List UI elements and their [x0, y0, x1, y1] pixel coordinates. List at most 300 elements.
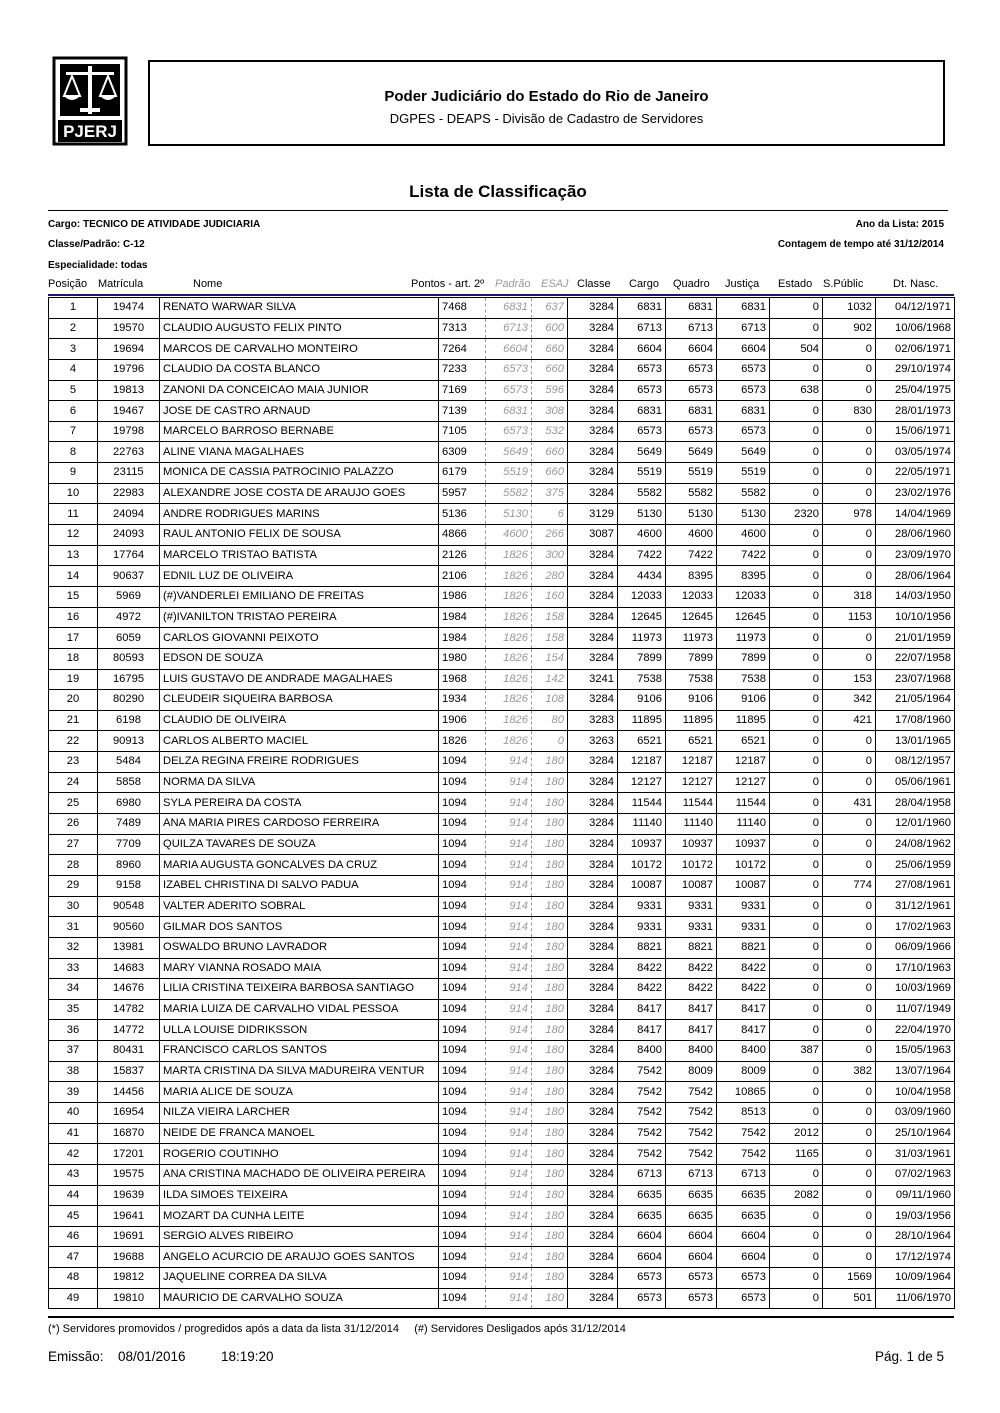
cell-dtnasc: 28/04/1958: [876, 793, 955, 814]
cell-matricula: 5858: [98, 772, 160, 793]
cell-quadro: 7542: [666, 1123, 717, 1144]
cell-classe: 3284: [568, 1061, 618, 1082]
cell-cargo: 9106: [618, 690, 666, 711]
cell-posicao: 14: [49, 566, 98, 587]
cell-justica: 8395: [717, 566, 770, 587]
cell-classe: 3284: [568, 937, 618, 958]
cell-matricula: 14676: [98, 979, 160, 1000]
cell-cargo: 11544: [618, 793, 666, 814]
cell-justica: 7538: [717, 669, 770, 690]
cell-esaj: 180: [532, 1288, 568, 1309]
cell-esaj: 660: [532, 442, 568, 463]
cell-posicao: 49: [49, 1288, 98, 1309]
cell-posicao: 16: [49, 607, 98, 628]
cell-matricula: 19570: [98, 318, 160, 339]
cell-nome: ANA CRISTINA MACHADO DE OLIVEIRA PEREIRA: [160, 1164, 439, 1185]
cell-esaj: 637: [532, 298, 568, 319]
table-row: [49, 401, 955, 422]
meta-ano: Ano da Lista: 2015: [855, 219, 944, 230]
cell-dtnasc: 22/07/1958: [876, 648, 955, 669]
cell-padrao: 1826: [486, 710, 532, 731]
cell-esaj: 300: [532, 545, 568, 566]
cell-esaj: 180: [532, 917, 568, 938]
cell-cargo: 6604: [618, 339, 666, 360]
cell-nome: ANA MARIA PIRES CARDOSO FERREIRA: [160, 814, 439, 835]
cell-estado: 0: [770, 1247, 823, 1268]
cell-dtnasc: 08/12/1957: [876, 752, 955, 773]
cell-spublic: 0: [823, 1020, 876, 1041]
cell-posicao: 9: [49, 463, 98, 484]
cell-justica: 8417: [717, 1020, 770, 1041]
cell-pontos: 6179: [439, 463, 486, 484]
cell-cargo: 6521: [618, 731, 666, 752]
cell-posicao: 32: [49, 937, 98, 958]
cell-nome: GILMAR DOS SANTOS: [160, 917, 439, 938]
cell-classe: 3284: [568, 1082, 618, 1103]
cell-spublic: 0: [823, 1082, 876, 1103]
cell-posicao: 13: [49, 545, 98, 566]
cell-pontos: 1094: [439, 772, 486, 793]
cell-quadro: 9331: [666, 896, 717, 917]
cell-pontos: 1094: [439, 752, 486, 773]
cell-matricula: 23115: [98, 463, 160, 484]
cell-esaj: 266: [532, 525, 568, 546]
table-row: [49, 359, 955, 380]
cell-justica: 5582: [717, 483, 770, 504]
cell-spublic: 0: [823, 421, 876, 442]
table-body: [49, 298, 955, 1309]
cell-nome: ALINE VIANA MAGALHAES: [160, 442, 439, 463]
cell-justica: 9331: [717, 896, 770, 917]
cell-nome: CARLOS GIOVANNI PEIXOTO: [160, 628, 439, 649]
cell-cargo: 9331: [618, 896, 666, 917]
pjerj-logo: [50, 54, 130, 150]
cell-matricula: 19474: [98, 298, 160, 319]
cell-padrao: 5130: [486, 504, 532, 525]
cell-dtnasc: 25/04/1975: [876, 380, 955, 401]
cell-spublic: 431: [823, 793, 876, 814]
cell-pontos: 5957: [439, 483, 486, 504]
cell-cargo: 6713: [618, 318, 666, 339]
cell-cargo: 5582: [618, 483, 666, 504]
cell-dtnasc: 13/01/1965: [876, 731, 955, 752]
cell-spublic: 0: [823, 1123, 876, 1144]
cell-justica: 11973: [717, 628, 770, 649]
cell-nome: MONICA DE CASSIA PATROCINIO PALAZZO: [160, 463, 439, 484]
cell-quadro: 9331: [666, 917, 717, 938]
cell-estado: 2320: [770, 504, 823, 525]
cell-cargo: 6573: [618, 1288, 666, 1309]
cell-dtnasc: 10/04/1958: [876, 1082, 955, 1103]
cell-esaj: 158: [532, 607, 568, 628]
cell-nome: ZANONI DA CONCEICAO MAIA JUNIOR: [160, 380, 439, 401]
cell-esaj: 108: [532, 690, 568, 711]
cell-pontos: 1094: [439, 1288, 486, 1309]
cell-pontos: 1986: [439, 586, 486, 607]
cell-quadro: 7422: [666, 545, 717, 566]
cell-nome: RENATO WARWAR SILVA: [160, 298, 439, 319]
cell-justica: 6831: [717, 401, 770, 422]
cell-matricula: 24094: [98, 504, 160, 525]
cell-dtnasc: 25/06/1959: [876, 855, 955, 876]
cell-cargo: 12127: [618, 772, 666, 793]
cell-dtnasc: 15/05/1963: [876, 1041, 955, 1062]
cell-nome: (#)VANDERLEI EMILIANO DE FREITAS: [160, 586, 439, 607]
cell-estado: 0: [770, 690, 823, 711]
cell-cargo: 6635: [618, 1206, 666, 1227]
table-row: [49, 1247, 955, 1268]
cell-nome: SYLA PEREIRA DA COSTA: [160, 793, 439, 814]
cell-nome: ULLA LOUISE DIDRIKSSON: [160, 1020, 439, 1041]
cell-quadro: 8417: [666, 999, 717, 1020]
cell-dtnasc: 05/06/1961: [876, 772, 955, 793]
cell-dtnasc: 31/03/1961: [876, 1144, 955, 1165]
cell-posicao: 6: [49, 401, 98, 422]
cell-pontos: 7169: [439, 380, 486, 401]
cell-quadro: 8009: [666, 1061, 717, 1082]
cell-spublic: 382: [823, 1061, 876, 1082]
cell-cargo: 10087: [618, 875, 666, 896]
cell-estado: 0: [770, 463, 823, 484]
cell-posicao: 27: [49, 834, 98, 855]
cell-quadro: 9106: [666, 690, 717, 711]
cell-dtnasc: 11/07/1949: [876, 999, 955, 1020]
cell-spublic: 0: [823, 463, 876, 484]
cell-classe: 3284: [568, 463, 618, 484]
cell-pontos: 1094: [439, 958, 486, 979]
cell-justica: 6573: [717, 1268, 770, 1289]
cell-estado: 1165: [770, 1144, 823, 1165]
cell-padrao: 914: [486, 896, 532, 917]
cell-estado: 0: [770, 586, 823, 607]
cell-matricula: 8960: [98, 855, 160, 876]
cell-quadro: 10087: [666, 875, 717, 896]
cell-posicao: 15: [49, 586, 98, 607]
table-row: [49, 793, 955, 814]
cell-posicao: 22: [49, 731, 98, 752]
cell-padrao: 914: [486, 855, 532, 876]
cell-quadro: 6573: [666, 1268, 717, 1289]
cell-spublic: 342: [823, 690, 876, 711]
table-row: [49, 1102, 955, 1123]
cell-esaj: 600: [532, 318, 568, 339]
cell-classe: 3283: [568, 710, 618, 731]
col-dtnasc: Dt. Nasc.: [893, 278, 939, 290]
cell-estado: 0: [770, 1020, 823, 1041]
table-row: [49, 958, 955, 979]
cell-spublic: 0: [823, 1102, 876, 1123]
cell-cargo: 6713: [618, 1164, 666, 1185]
cell-estado: 0: [770, 979, 823, 1000]
cell-matricula: 17201: [98, 1144, 160, 1165]
col-justica: Justiça: [725, 278, 760, 290]
cell-nome: JAQUELINE CORREA DA SILVA: [160, 1268, 439, 1289]
cell-estado: 0: [770, 958, 823, 979]
cell-justica: 7542: [717, 1123, 770, 1144]
cell-classe: 3284: [568, 648, 618, 669]
cell-dtnasc: 12/01/1960: [876, 814, 955, 835]
cell-dtnasc: 23/07/1968: [876, 669, 955, 690]
cell-classe: 3284: [568, 1164, 618, 1185]
cell-justica: 8422: [717, 958, 770, 979]
cell-classe: 3284: [568, 1102, 618, 1123]
page-title: Lista de Classificação: [409, 182, 587, 201]
cell-posicao: 39: [49, 1082, 98, 1103]
cell-esaj: 180: [532, 1185, 568, 1206]
cell-dtnasc: 28/06/1960: [876, 525, 955, 546]
table-row: [49, 669, 955, 690]
col-estado: Estado: [778, 278, 813, 290]
table-row: [49, 483, 955, 504]
cell-posicao: 10: [49, 483, 98, 504]
cell-justica: 10172: [717, 855, 770, 876]
cell-quadro: 6831: [666, 401, 717, 422]
cell-dtnasc: 29/10/1974: [876, 359, 955, 380]
cell-spublic: 0: [823, 1226, 876, 1247]
cell-padrao: 1826: [486, 648, 532, 669]
cell-pontos: 1094: [439, 1247, 486, 1268]
cell-posicao: 42: [49, 1144, 98, 1165]
cell-padrao: 914: [486, 979, 532, 1000]
cell-padrao: 914: [486, 1144, 532, 1165]
cell-nome: ILDA SIMOES TEIXEIRA: [160, 1185, 439, 1206]
cell-dtnasc: 14/03/1950: [876, 586, 955, 607]
cell-posicao: 41: [49, 1123, 98, 1144]
cell-classe: 3284: [568, 359, 618, 380]
cell-posicao: 46: [49, 1226, 98, 1247]
cell-classe: 3284: [568, 545, 618, 566]
cell-justica: 5519: [717, 463, 770, 484]
table-row: [49, 1144, 955, 1165]
cell-matricula: 90560: [98, 917, 160, 938]
cell-padrao: 4600: [486, 525, 532, 546]
table-row: [49, 1206, 955, 1227]
cell-dtnasc: 02/06/1971: [876, 339, 955, 360]
cell-pontos: 1094: [439, 937, 486, 958]
cell-cargo: 8821: [618, 937, 666, 958]
cell-padrao: 1826: [486, 566, 532, 587]
col-pontos: Pontos - art. 2º: [411, 278, 485, 290]
cell-matricula: 19796: [98, 359, 160, 380]
cell-classe: 3284: [568, 917, 618, 938]
cell-esaj: 280: [532, 566, 568, 587]
cell-posicao: 44: [49, 1185, 98, 1206]
cell-cargo: 9331: [618, 917, 666, 938]
cell-nome: JOSE DE CASTRO ARNAUD: [160, 401, 439, 422]
cell-padrao: 1826: [486, 731, 532, 752]
cell-estado: 0: [770, 442, 823, 463]
cell-justica: 7422: [717, 545, 770, 566]
cell-classe: 3284: [568, 1185, 618, 1206]
cell-esaj: 180: [532, 814, 568, 835]
cell-quadro: 6713: [666, 318, 717, 339]
cell-posicao: 5: [49, 380, 98, 401]
cell-classe: 3129: [568, 504, 618, 525]
cell-quadro: 6604: [666, 1247, 717, 1268]
cell-padrao: 914: [486, 1041, 532, 1062]
cell-cargo: 11973: [618, 628, 666, 649]
cell-nome: CLAUDIO DE OLIVEIRA: [160, 710, 439, 731]
cell-estado: 0: [770, 752, 823, 773]
cell-cargo: 5130: [618, 504, 666, 525]
col-posicao: Posição: [48, 278, 88, 290]
cell-justica: 6831: [717, 298, 770, 319]
table-row: [49, 979, 955, 1000]
cell-spublic: 0: [823, 834, 876, 855]
cell-justica: 8009: [717, 1061, 770, 1082]
cell-pontos: 1094: [439, 896, 486, 917]
cell-spublic: 0: [823, 483, 876, 504]
cell-cargo: 6635: [618, 1185, 666, 1206]
cell-classe: 3284: [568, 442, 618, 463]
cell-pontos: 1906: [439, 710, 486, 731]
cell-spublic: 0: [823, 731, 876, 752]
cell-pontos: 7264: [439, 339, 486, 360]
cell-esaj: 180: [532, 1268, 568, 1289]
table-row: [49, 1020, 955, 1041]
cell-nome: MARIA AUGUSTA GONCALVES DA CRUZ: [160, 855, 439, 876]
cell-estado: 0: [770, 607, 823, 628]
cell-estado: 0: [770, 1164, 823, 1185]
cell-cargo: 7422: [618, 545, 666, 566]
meta-especialidade: Especialidade: todas: [48, 260, 148, 271]
cell-dtnasc: 10/06/1968: [876, 318, 955, 339]
cell-nome: NILZA VIEIRA LARCHER: [160, 1102, 439, 1123]
cell-pontos: 1094: [439, 834, 486, 855]
cell-esaj: 80: [532, 710, 568, 731]
cell-quadro: 8400: [666, 1041, 717, 1062]
cell-justica: 7542: [717, 1144, 770, 1165]
cell-justica: 11544: [717, 793, 770, 814]
cell-matricula: 80290: [98, 690, 160, 711]
cell-cargo: 6573: [618, 1268, 666, 1289]
cell-cargo: 11140: [618, 814, 666, 835]
cell-pontos: 1094: [439, 1102, 486, 1123]
cell-padrao: 6573: [486, 421, 532, 442]
cell-dtnasc: 06/09/1966: [876, 937, 955, 958]
cell-matricula: 9158: [98, 875, 160, 896]
cell-matricula: 14772: [98, 1020, 160, 1041]
cell-classe: 3284: [568, 1247, 618, 1268]
cell-cargo: 12033: [618, 586, 666, 607]
cell-justica: 6604: [717, 1247, 770, 1268]
cell-dtnasc: 14/04/1969: [876, 504, 955, 525]
cell-matricula: 14456: [98, 1082, 160, 1103]
cell-matricula: 90548: [98, 896, 160, 917]
cell-quadro: 6713: [666, 1164, 717, 1185]
cell-spublic: 0: [823, 999, 876, 1020]
cell-matricula: 6059: [98, 628, 160, 649]
cell-dtnasc: 27/08/1961: [876, 875, 955, 896]
table-row: [49, 463, 955, 484]
cell-posicao: 36: [49, 1020, 98, 1041]
cell-esaj: 180: [532, 834, 568, 855]
cell-matricula: 90637: [98, 566, 160, 587]
cell-estado: 0: [770, 1268, 823, 1289]
cell-quadro: 6604: [666, 1226, 717, 1247]
cell-estado: 387: [770, 1041, 823, 1062]
cell-justica: 10087: [717, 875, 770, 896]
table-row: [49, 339, 955, 360]
table-row: [49, 731, 955, 752]
cell-cargo: 7899: [618, 648, 666, 669]
cell-posicao: 24: [49, 772, 98, 793]
cell-pontos: 1094: [439, 917, 486, 938]
cell-cargo: 5519: [618, 463, 666, 484]
cell-esaj: 158: [532, 628, 568, 649]
cell-padrao: 1826: [486, 628, 532, 649]
cell-spublic: 1153: [823, 607, 876, 628]
cell-quadro: 6573: [666, 1288, 717, 1309]
cell-classe: 3284: [568, 318, 618, 339]
cell-matricula: 19694: [98, 339, 160, 360]
cell-classe: 3284: [568, 793, 618, 814]
cell-dtnasc: 21/05/1964: [876, 690, 955, 711]
page-number: Pág. 1 de 5: [874, 1349, 944, 1364]
cell-nome: IZABEL CHRISTINA DI SALVO PADUA: [160, 875, 439, 896]
cell-matricula: 80593: [98, 648, 160, 669]
cell-justica: 12645: [717, 607, 770, 628]
cell-padrao: 6713: [486, 318, 532, 339]
cell-matricula: 5484: [98, 752, 160, 773]
cell-pontos: 7313: [439, 318, 486, 339]
cell-dtnasc: 09/11/1960: [876, 1185, 955, 1206]
cell-pontos: 7233: [439, 359, 486, 380]
cell-posicao: 1: [49, 298, 98, 319]
table-row: [49, 855, 955, 876]
emissao-time: 18:19:20: [221, 1349, 274, 1364]
cell-classe: 3284: [568, 1226, 618, 1247]
cell-classe: 3284: [568, 999, 618, 1020]
cell-spublic: 501: [823, 1288, 876, 1309]
cell-classe: 3087: [568, 525, 618, 546]
cell-spublic: 978: [823, 504, 876, 525]
cell-cargo: 6831: [618, 401, 666, 422]
cell-estado: 0: [770, 875, 823, 896]
cell-matricula: 19688: [98, 1247, 160, 1268]
cell-pontos: 1094: [439, 1082, 486, 1103]
cell-cargo: 7542: [618, 1102, 666, 1123]
cell-spublic: 0: [823, 752, 876, 773]
table-row: [49, 1061, 955, 1082]
table-row: [49, 814, 955, 835]
cell-dtnasc: 19/03/1956: [876, 1206, 955, 1227]
cell-spublic: 0: [823, 442, 876, 463]
cell-quadro: 8395: [666, 566, 717, 587]
cell-justica: 8417: [717, 999, 770, 1020]
cell-padrao: 1826: [486, 545, 532, 566]
cell-posicao: 18: [49, 648, 98, 669]
cell-justica: 6635: [717, 1206, 770, 1227]
cell-dtnasc: 28/06/1964: [876, 566, 955, 587]
cell-esaj: 180: [532, 979, 568, 1000]
cell-classe: 3284: [568, 607, 618, 628]
org-title: Poder Judiciário do Estado do Rio de Janeiro: [384, 88, 709, 105]
cell-posicao: 38: [49, 1061, 98, 1082]
cell-cargo: 7542: [618, 1082, 666, 1103]
cell-spublic: 0: [823, 896, 876, 917]
cell-classe: 3241: [568, 669, 618, 690]
cell-spublic: 0: [823, 525, 876, 546]
cell-nome: (#)IVANILTON TRISTAO PEREIRA: [160, 607, 439, 628]
cell-estado: 0: [770, 855, 823, 876]
cell-esaj: 180: [532, 1247, 568, 1268]
cell-esaj: 180: [532, 875, 568, 896]
table-row: [49, 937, 955, 958]
cell-justica: 8422: [717, 979, 770, 1000]
cell-cargo: 4434: [618, 566, 666, 587]
cell-esaj: 660: [532, 463, 568, 484]
